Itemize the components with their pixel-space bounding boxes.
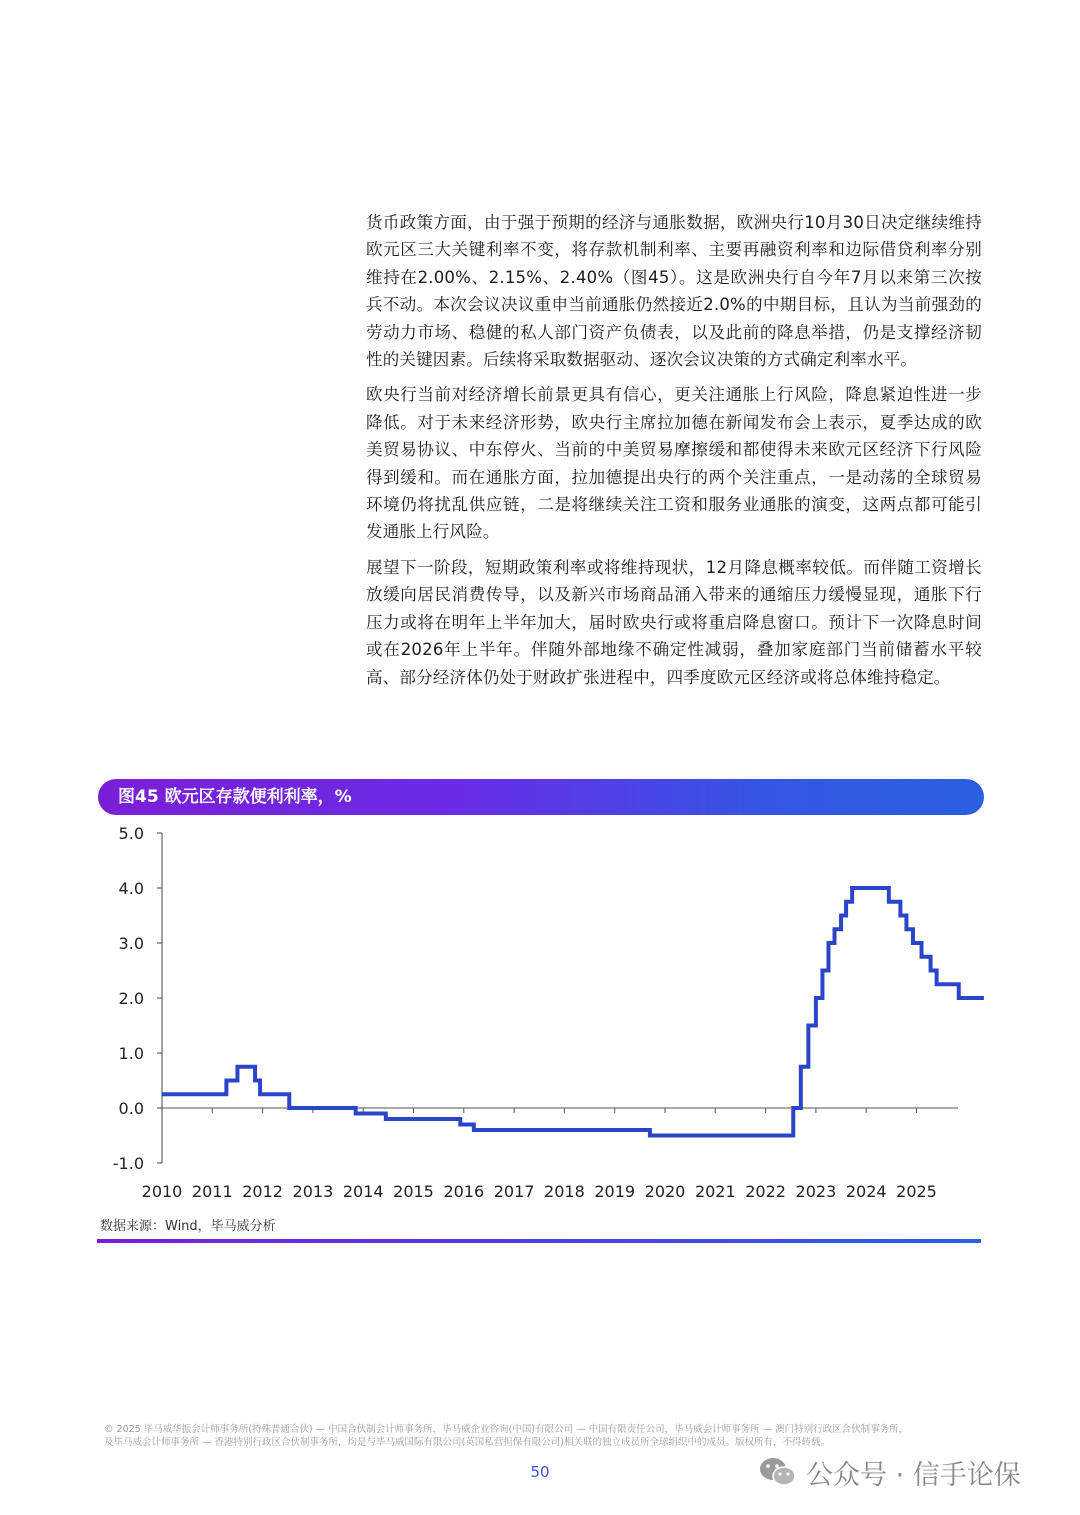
- legal-line-1: © 2025 毕马威华振会计师事务所(特殊普通合伙) — 中国合伙制会计师事务所，毕马威企业咨询(中国)有限公司 — 中国有限责任公司，毕马威会计师事务所 — 澳门特别行政区合伙制事务所，: [104, 1424, 909, 1435]
- data-source: 数据来源：Wind，毕马威分析: [100, 1219, 276, 1234]
- figure-title: 图45 欧元区存款便利利率，%: [118, 787, 352, 807]
- x-tick-label: 2010: [141, 1182, 183, 1201]
- paragraph-3: 展望下一阶段，短期政策利率或将维持现状，12月降息概率较低。而伴随工资增长放缓向居民消费传导，以及新兴市场商品涌入带来的通缩压力缓慢显现，通胀下行压力或将在明年上半年加大，届时欧央行或将重启降息窗口。预计下一次降息时间或在2026年上半年。伴随外部地缘不确定性减弱，叠加家庭部门当前储蓄水平较高、部分经济体仍处于财政扩张进程中，四季度欧元区经济或将总体维持稳定。: [366, 557, 982, 687]
- x-tick-label: 2022: [745, 1182, 786, 1201]
- wechat-icon: [758, 1455, 798, 1489]
- x-tick-label: 2023: [795, 1182, 837, 1201]
- x-tick-label: 2016: [443, 1182, 485, 1201]
- y-tick-label: -1.0: [112, 1154, 144, 1173]
- y-tick-label: 1.0: [118, 1044, 144, 1063]
- legal-line-2: 及毕马威会计师事务所 — 香港特别行政区合伙制事务所，均是与毕马威国际有限公司(英国私营担保有限公司)相关联的独立成员所全球组织中的成员。版权所有，不得转载。: [104, 1437, 830, 1448]
- x-tick-label: 2017: [493, 1182, 535, 1201]
- series-group: [162, 888, 984, 1136]
- chart-area: [98, 820, 984, 1210]
- x-tick-label: 2024: [845, 1182, 887, 1201]
- legal-notice: [104, 1423, 984, 1449]
- y-tick-label: 5.0: [118, 824, 144, 843]
- x-tick-label: 2011: [191, 1182, 233, 1201]
- source-divider: [97, 1239, 981, 1243]
- body-text: [366, 209, 982, 699]
- x-tick-label: 2014: [342, 1182, 384, 1201]
- x-tick-label: 2025: [896, 1182, 937, 1201]
- x-tick-label: 2020: [644, 1182, 686, 1201]
- x-tick-label: 2021: [694, 1182, 736, 1201]
- paragraph-2: 欧央行当前对经济增长前景更具有信心，更关注通胀上行风险，降息紧迫性进一步降低。对于未来经济形势，欧央行主席拉加德在新闻发布会上表示，夏季达成的欧美贸易协议、中东停火、当前的中美贸易摩擦缓和都使得未来欧元区经济下行风险得到缓和。而在通胀方面，拉加德提出央行的两个关注重点，一是动荡的全球贸易环境仍将扰乱供应链，二是将继续关注工资和服务业通胀的演变，这两点都可能引发通胀上行风险。: [366, 385, 982, 542]
- figure-title-bar: [98, 779, 984, 815]
- series-line-deposit-rate: [162, 888, 984, 1136]
- x-tick-label: 2013: [292, 1182, 334, 1201]
- x-tick-label: 2015: [393, 1182, 434, 1201]
- page-number: 50: [530, 1463, 550, 1481]
- watermark-text: 公众号 · 信手论保: [806, 1459, 1021, 1491]
- y-tick-label: 0.0: [118, 1099, 144, 1118]
- x-tick-label: 2019: [594, 1182, 636, 1201]
- y-axis-ticks: [113, 824, 162, 1173]
- x-axis-ticks: [142, 1108, 937, 1201]
- y-tick-label: 4.0: [118, 879, 144, 898]
- paragraph-1: 货币政策方面，由于强于预期的经济与通胀数据，欧洲央行10月30日决定继续维持欧元区三大关键利率不变，将存款机制利率、主要再融资利率和边际借贷利率分别维持在2.00%、2.15%、2.40%（图45）。这是欧洲央行自今年7月以来第三次按兵不动。本次会议决议重申当前通胀仍然接近2.0%的中期目标，且认为当前强劲的劳动力市场、稳健的私人部门资产负债表，以及此前的降息举措，仍是支撑经济韧性的关键因素。后续将采取数据驱动、逐次会议决策的方式确定利率水平。: [366, 213, 982, 370]
- y-tick-label: 2.0: [118, 989, 144, 1008]
- x-tick-label: 2018: [544, 1182, 585, 1201]
- watermark: [758, 1452, 1021, 1492]
- y-tick-label: 3.0: [118, 934, 144, 953]
- x-tick-label: 2012: [242, 1182, 283, 1201]
- deposit-rate-chart: [98, 820, 984, 1210]
